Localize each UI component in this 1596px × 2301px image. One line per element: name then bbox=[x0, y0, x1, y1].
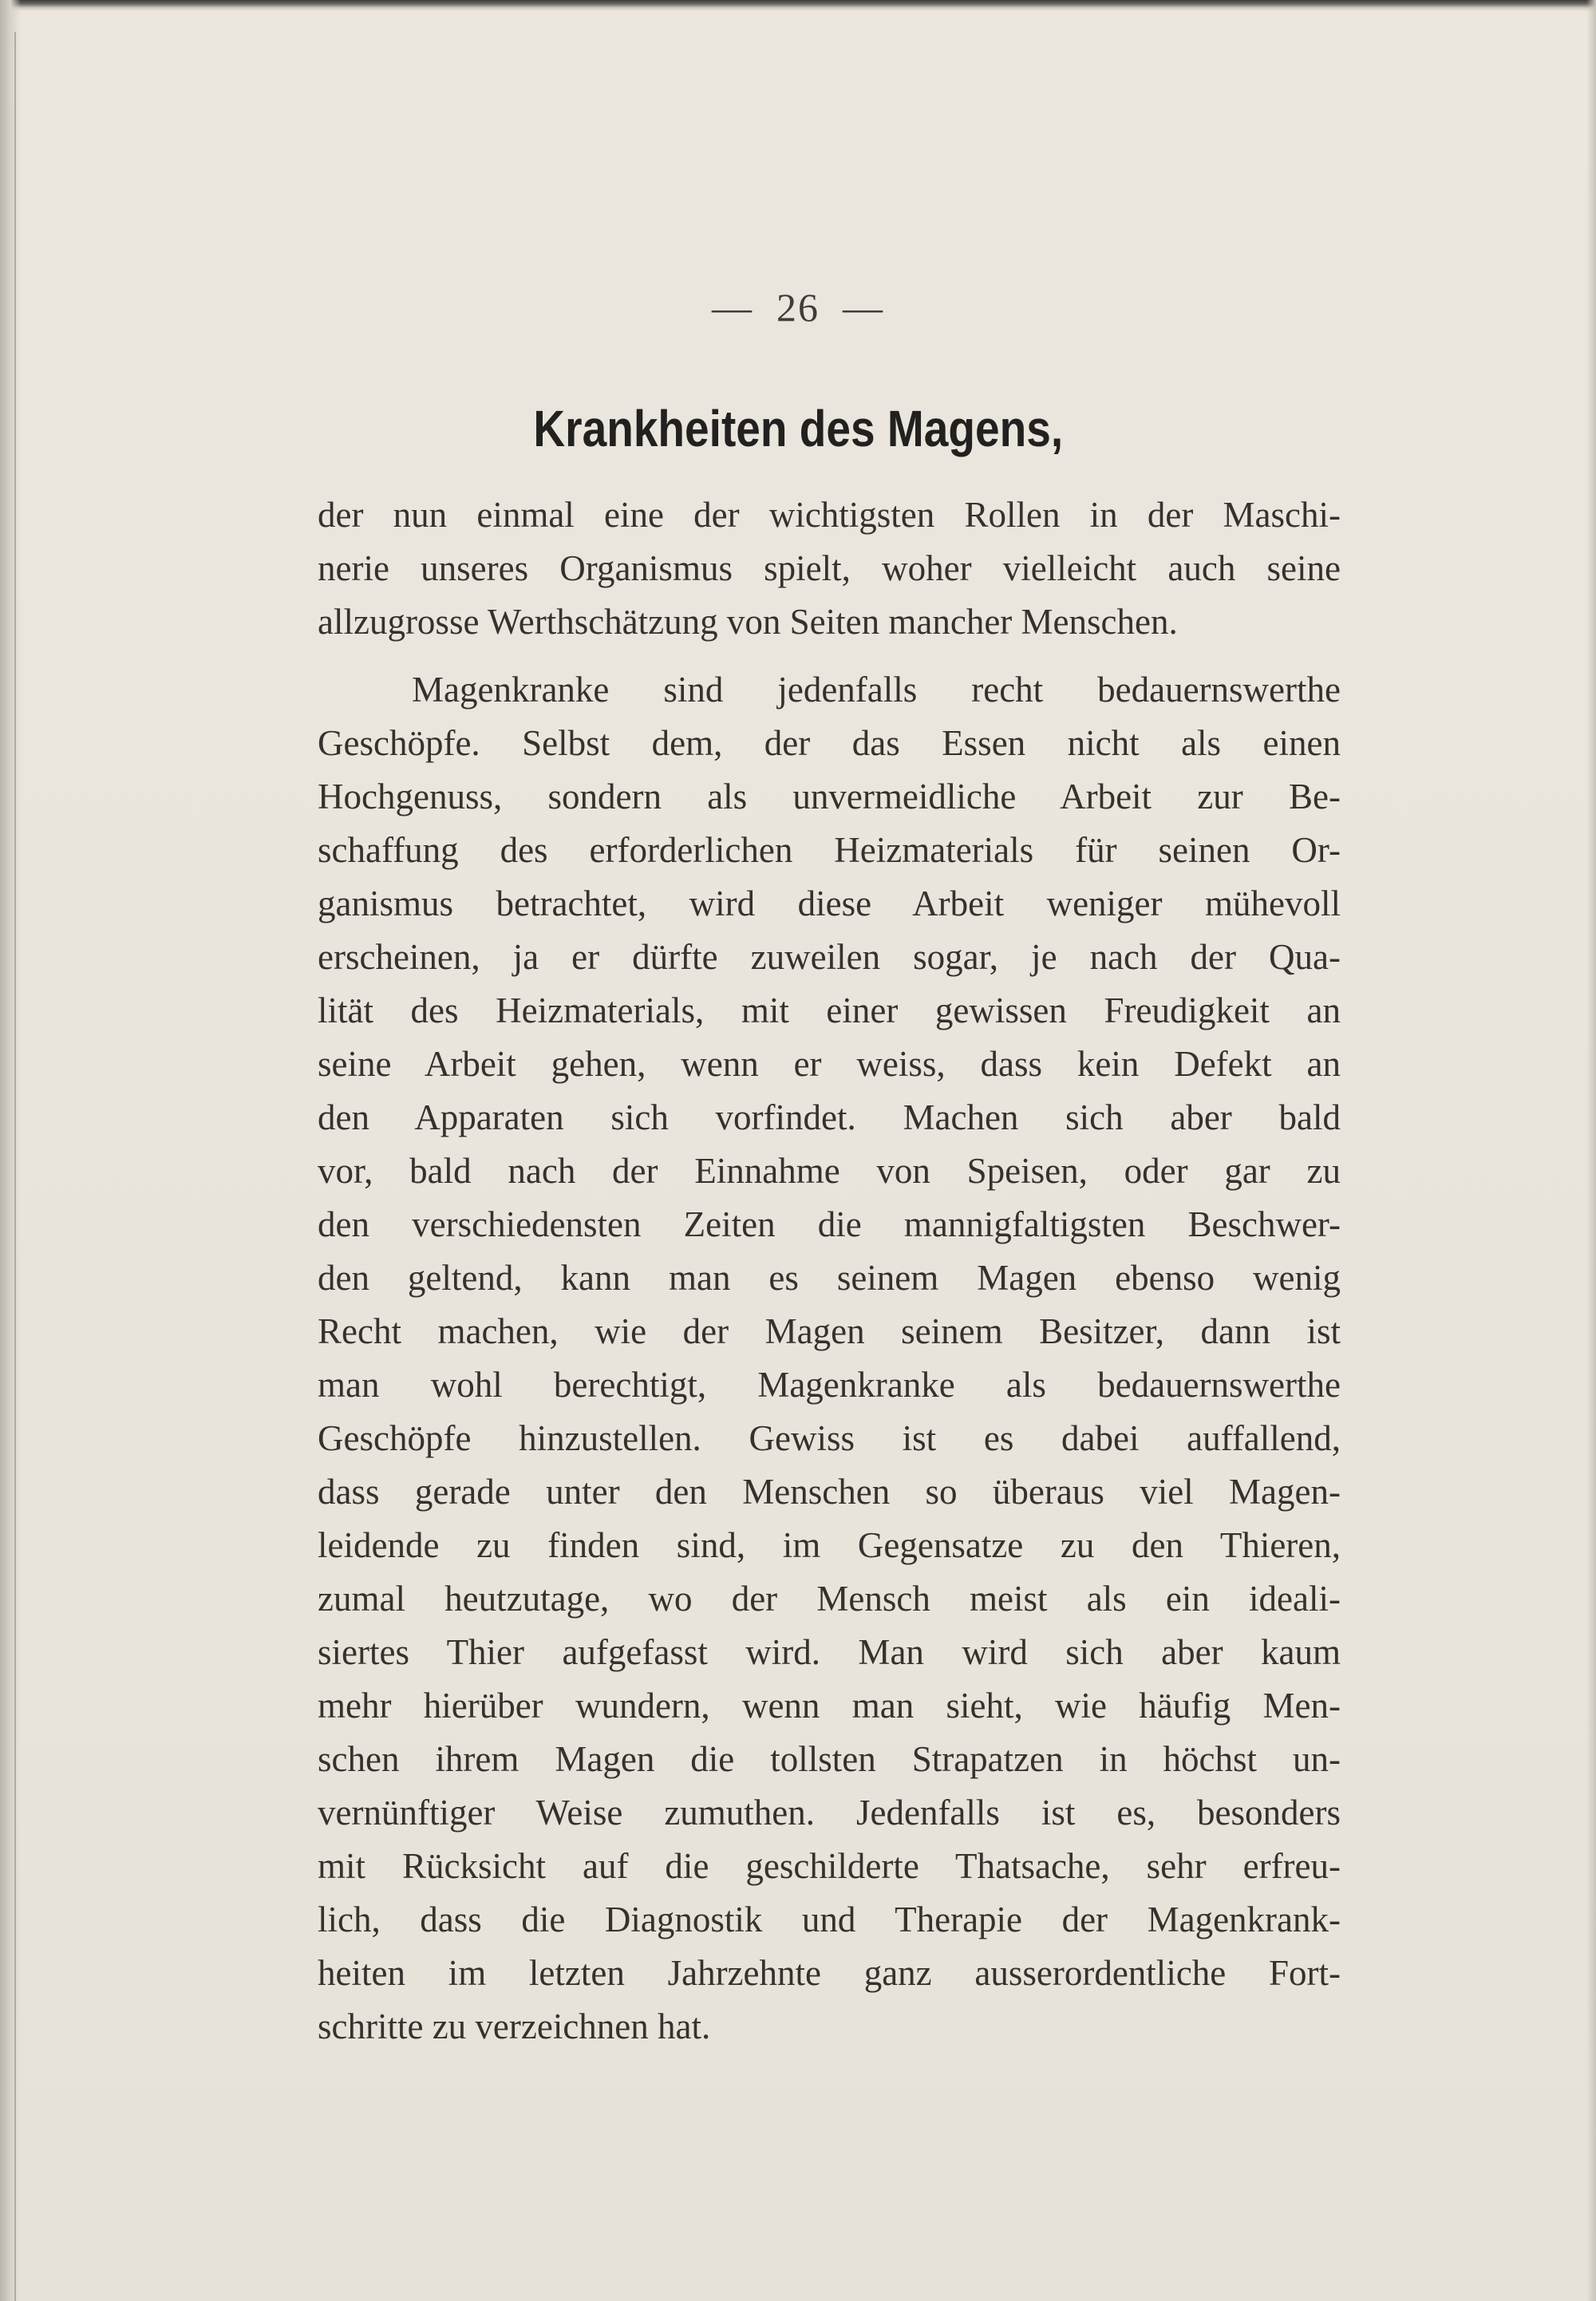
text-line: man wohl berechtigt, Magenkranke als bedauernswerthe bbox=[318, 1365, 1341, 1405]
body-text bbox=[318, 488, 1341, 2054]
text-line: schen ihrem Magen die tollsten Strapatzen in höchst un- bbox=[318, 1739, 1341, 1779]
text-line: schaffung des erforderlichen Heizmaterials für seinen Or- bbox=[318, 830, 1341, 870]
text-line: Geschöpfe. Selbst dem, der das Essen nicht als einen bbox=[318, 723, 1341, 763]
text-line: lität des Heizmaterials, mit einer gewissen Freudigkeit an bbox=[318, 990, 1341, 1030]
gutter-line bbox=[14, 32, 16, 2301]
paragraph-1 bbox=[318, 488, 1341, 649]
text-line: ganismus betrachtet, wird diese Arbeit weniger mühevoll bbox=[318, 884, 1341, 923]
text-line: Recht machen, wie der Magen seinem Besitzer, dann ist bbox=[318, 1311, 1341, 1351]
text-line: Hochgenuss, sondern als unvermeidliche Arbeit zur Be- bbox=[318, 777, 1341, 816]
page-top-edge bbox=[0, 0, 1596, 11]
text-line: der nun einmal eine der wichtigsten Rollen in der Maschi- bbox=[318, 495, 1341, 535]
text-line: vor, bald nach der Einnahme von Speisen, oder gar zu bbox=[318, 1151, 1341, 1191]
text-line: zumal heutzutage, wo der Mensch meist als ein ideali- bbox=[318, 1579, 1341, 1619]
text-line: allzugrosse Werthschätzung von Seiten mancher Menschen. bbox=[318, 602, 1178, 642]
text-line: vernünftiger Weise zumuthen. Jedenfalls ist es, besonders bbox=[318, 1793, 1341, 1832]
text-line: siertes Thier aufgefasst wird. Man wird sich aber kaum bbox=[318, 1632, 1341, 1672]
text-line: nerie unseres Organismus spielt, woher vielleicht auch seine bbox=[318, 548, 1341, 588]
text-line: leidende zu finden sind, im Gegensatze zu den Thieren, bbox=[318, 1525, 1341, 1565]
text-line: mehr hierüber wundern, wenn man sieht, wie häufig Men- bbox=[318, 1686, 1341, 1726]
text-line: dass gerade unter den Menschen so überaus viel Magen- bbox=[318, 1472, 1341, 1512]
text-line: erscheinen, ja er dürfte zuweilen sogar, je nach der Qua- bbox=[318, 937, 1341, 977]
text-line: heiten im letzten Jahrzehnte ganz ausserordentliche Fort- bbox=[318, 1953, 1341, 1993]
text-line: den verschiedensten Zeiten die mannigfaltigsten Beschwer- bbox=[318, 1204, 1341, 1244]
text-line: seine Arbeit gehen, wenn er weiss, dass kein Defekt an bbox=[318, 1044, 1341, 1084]
text-line: lich, dass die Diagnostik und Therapie der Magenkrank- bbox=[318, 1900, 1341, 1939]
text-line: den geltend, kann man es seinem Magen ebenso wenig bbox=[318, 1258, 1341, 1298]
page-right-edge bbox=[1586, 0, 1596, 2301]
text-line: Geschöpfe hinzustellen. Gewiss ist es dabei auffallend, bbox=[318, 1418, 1341, 1458]
text-line: den Apparaten sich vorfindet. Machen sich aber bald bbox=[318, 1097, 1341, 1137]
text-line: Magenkranke sind jedenfalls recht bedauernswerthe bbox=[412, 670, 1341, 710]
section-heading: Krankheiten des Magens, bbox=[533, 400, 1064, 457]
text-line: schritte zu verzeichnen hat. bbox=[318, 2006, 711, 2046]
page-number: — 26 — bbox=[712, 285, 884, 330]
text-line: mit Rücksicht auf die geschilderte Thatsache, sehr erfreu- bbox=[318, 1846, 1341, 1886]
page-gutter bbox=[0, 0, 21, 2301]
paragraph-2 bbox=[318, 663, 1341, 2054]
